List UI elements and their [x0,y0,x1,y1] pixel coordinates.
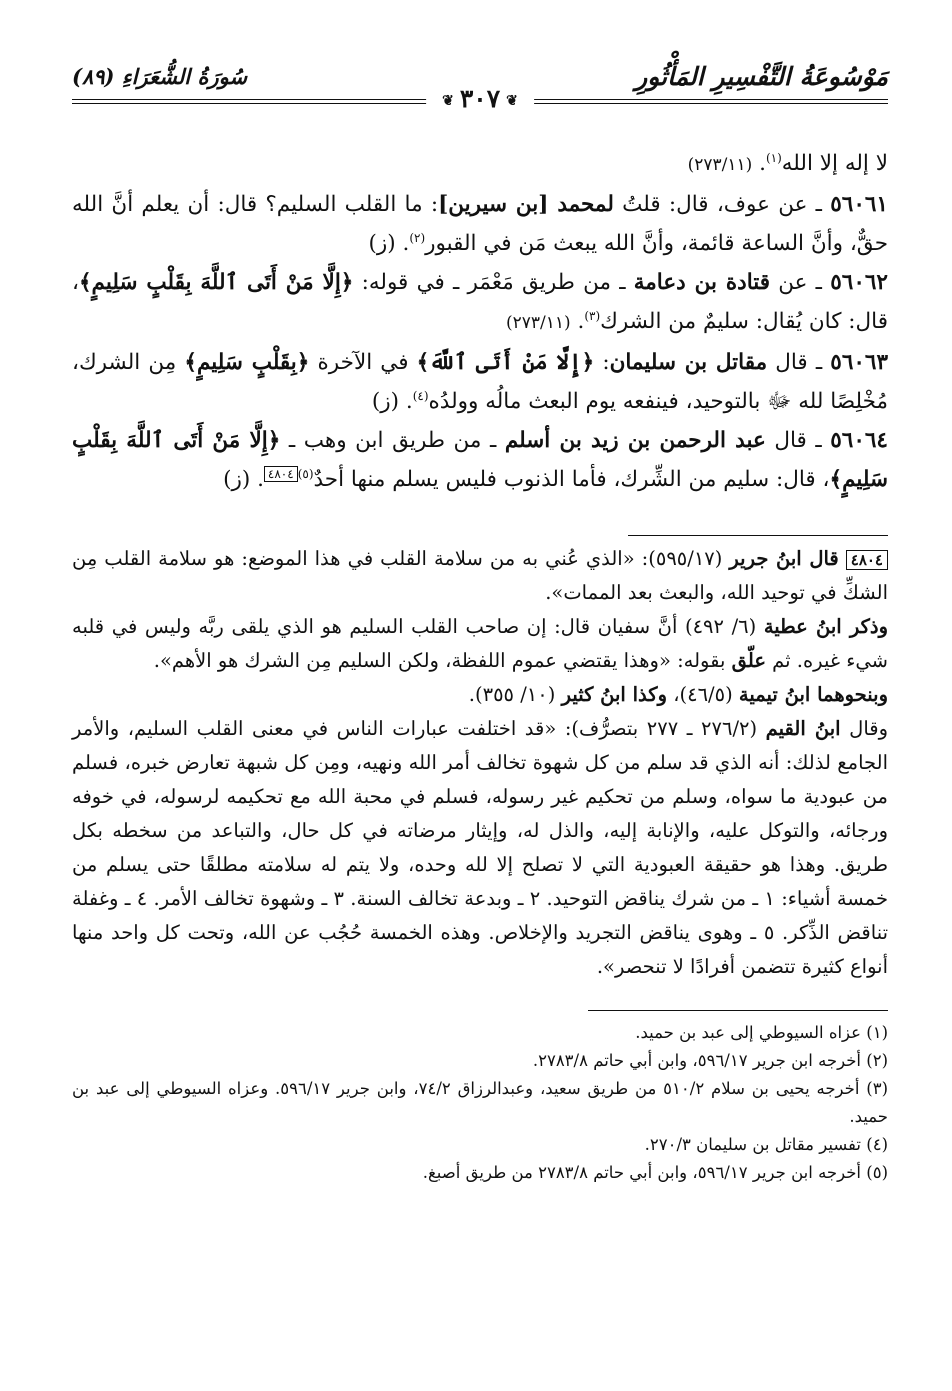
text: . (ز) [223,467,264,492]
page-header [72,58,888,116]
text: لا إله إلا الله [781,151,888,176]
commentary-paragraph [72,712,888,984]
narration-number: ٥٦٠٦٢ [830,270,888,295]
text: . (ز) [368,231,410,256]
text: ـ من طريق مَعْمَر ـ في قوله: [353,270,634,295]
text: ـ قال [767,350,831,375]
text: ـ عن عوف، قال: قلتُ [613,192,831,217]
footnote-marker: (١) [765,150,782,165]
footnote: (٣) أخرجه يحيى بن سلام ٥١٠/٢ من طريق سعيد، وعبدالرزاق ٧٤/٢، وابن جرير ٥٩٦/١٧. وعزاه السيوطي إلى عبد بن حميد. [72,1079,889,1126]
quran-quote: ﴿إِلَّا مَنْ أَتَى ٱللَّهَ بِقَلْبٍ سَلِيمٍ﴾ [72,428,888,492]
text: (٥٩٥/١٧): «الذي عُني به من سلامة القلب في هذا الموضع: هو سلامة القلب مِن الشكِّ في توحيد الله، والبعث بعد الممات». [72,547,888,604]
text: : [594,350,610,375]
text: بقوله: «وهذا يقتضي عموم اللفظة، ولكن السليم مِن الشرك هو الأهم». [153,649,732,672]
text: (٦/ ٤٩٢) أنَّ سفيان قال: إن صاحب القلب السليم هو الذي يلقى ربَّه وليس في قلبه شيء غيره. ثم [72,615,888,672]
text: في الآخرة [309,350,417,375]
footnote: (١) عزاه السيوطي إلى عبد بن حميد. [635,1023,888,1042]
narrator-name: عبد الرحمن بن زيد بن أسلم [504,428,766,453]
page [72,58,888,1187]
page-number: ٣٠٧ [459,84,501,113]
text: ، قال: سليم من الشِّرك، فأما الذنوب فليس يسلم منها أحدٌ [313,467,830,492]
quran-quote: ﴿بِقَلْبٍ سَلِيمٍ﴾ [184,350,310,375]
narrator-name: قتادة بن دعامة [633,270,771,295]
footnotes [72,1019,888,1187]
text: . [752,151,766,176]
footnote: (٢) أخرجه ابن جرير ٥٩٦/١٧، وابن أبي حاتم ٢٧٨٣/٨. [532,1051,888,1070]
text: . (ز) [371,389,413,414]
scholar-name: وذكر ابنُ عطية [763,615,888,638]
text: (٢٧٦/٢ ـ ٢٧٧ بتصرُّف): «قد اختلفت عبارات الناس في معنى القلب السليم، والأمر الجامع لذلك: أنه الذي قد سلم من كل شهوة تخالف أمر الله ونهيه، ومِن كل شبهة تعارض خبره، فسلم من عبودية ما سواه، وسلم من تحكيم غير رسوله، فسلم في محبة الله مع تحكيمه لرسوله، في خوفه ورجائه، والتوكل عليه، والإنابة إليه، والذل له، وإيثار مرضاته في كل حال، والتباعد من سخطه بكل طريق. وهذا هو حقيقة العبودية التي لا تصلح إلا لله وحده، ولا يتم له سلامته مطلقًا حتى يسلم من خمسة أشياء: ١ ـ من شرك يناقض التوحيد. ٢ ـ وبدعة تخالف السنة. ٣ ـ وشهوة تخالف الأمر. ٤ ـ وغفلة تناقض الذِّكر. ٥ ـ وهوى يناقض التجريد والإخلاص. وهذه الخمسة حُجُب عن الله، وتحت كل واحد منها أنواع كثيرة تتضمن أفرادًا لا تنحصر». [72,717,889,978]
footnote-marker: (٢) [409,230,426,245]
narration-number: ٥٦٠٦٤ [830,428,888,453]
narration-number: ٥٦٠٦٣ [830,350,889,375]
text: ـ عن [770,270,831,295]
footnote-marker: (٤) [412,388,429,403]
narration-item [72,343,888,421]
commentary-number-box: ٤٨٠٤ [846,550,888,570]
commentary-section [72,542,888,984]
narration-item [72,421,888,499]
commentary-paragraph [72,678,888,712]
footnote: (٥) أخرجه ابن جرير ٥٩٦/١٧، وابن أبي حاتم ٢٧٨٣/٨ من طريق أصبغ. [422,1163,888,1182]
footnote-marker: (٣) [584,308,601,323]
commentary-reference-box[interactable]: ٤٨٠٤ [264,466,298,482]
narration-item [72,263,888,343]
text: ، قال: كان يُقال: سليمٌ من الشرك [72,270,888,334]
quran-quote: ﴿إِلَّا مَنْ أَتَى ٱللَّهَ بِقَلْبٍ سَلِيمٍ﴾ [78,270,354,295]
narrator-name: مقاتل بن سليمان [609,350,768,375]
ornament-icon: ❦ [506,92,518,109]
scholar-name: وكذا ابنُ كثير [561,683,667,706]
surah-title: سُورَةُ الشُّعَرَاءِ (٨٩) [72,64,248,89]
text: مِن الشرك، مُخْلِصًا لله ﷻ بالتوحيد، فينفعه يوم البعث مالُه وولدُه [72,350,888,414]
text: وقال [840,717,888,740]
text: ـ من طريق ابن وهب ـ [280,428,505,453]
scholar-name: وبنحوهما ابنُ تيمية [738,683,888,706]
ornament-icon: ❦ [442,92,454,109]
text: ـ قال [765,428,831,453]
scholar-name: قال ابنُ جرير [729,547,839,570]
footnote: (٤) تفسير مقاتل بن سليمان ٢٧٠/٣. [644,1135,888,1154]
text: (١٠/ ٣٥٥). [468,683,562,706]
commentary-divider [628,535,888,536]
commentary-paragraph [72,542,888,610]
page-number-block [426,84,534,113]
main-text [72,144,888,499]
quran-quote: ﴿إِلَّا مَنْ أَتَى ٱللَّهَ﴾ [416,350,595,375]
text: . [570,309,585,334]
volume-reference: (٢٧٣/١١) [687,155,753,175]
commentary-paragraph [72,610,888,678]
text: : ما القلب السليم؟ قال: أن يعلم أنَّ الله حقٌّ، وأنَّ الساعة قائمة، وأنَّ الله يبعث مَن في القبور [72,192,888,256]
narration-item [72,185,888,263]
book-title: مَوْسُوعَةُ التَّفْسِيرِ المَأْثُورِ [635,62,888,91]
volume-reference: (٢٧٣/١١) [506,313,571,333]
narrator-name: لمحمد [بن سيرين] [438,192,614,217]
scholar-name: ابنُ القيم [765,717,841,740]
text: (٤٦/٥)، [667,683,739,706]
emphasis: علّق [731,649,766,672]
footnote-marker: (٥) [297,466,314,481]
paragraph [72,144,888,185]
narration-number: ٥٦٠٦١ [830,192,888,217]
footnote-divider [588,1010,888,1011]
